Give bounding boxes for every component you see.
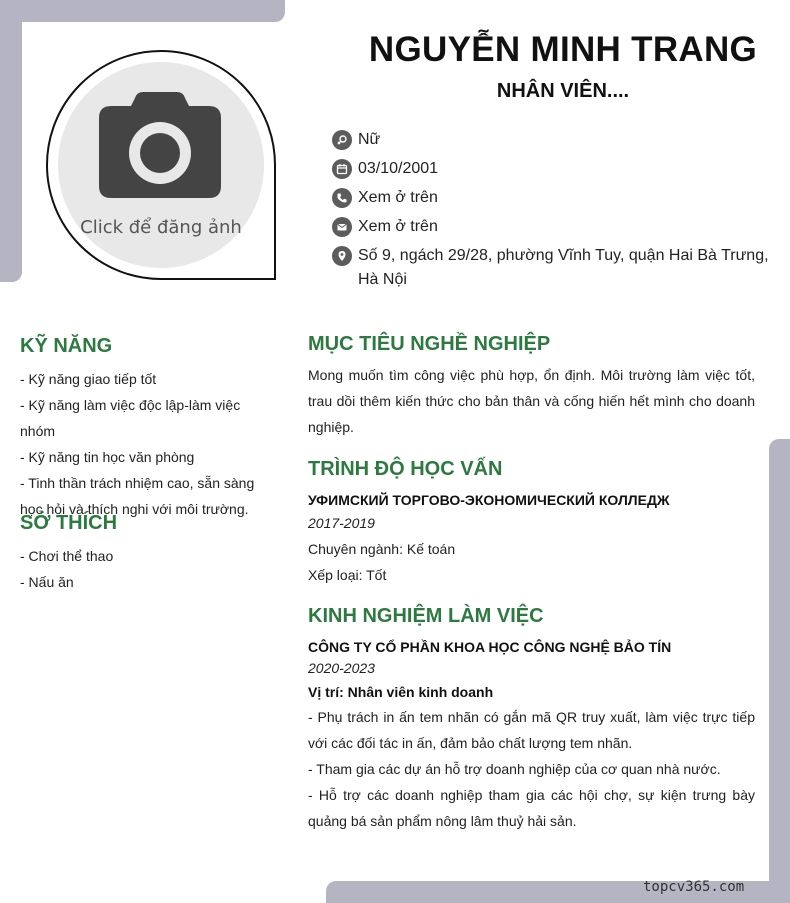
contact-birthdate-text: 03/10/2001: [358, 160, 439, 177]
skill-item: - Kỹ năng tin học văn phòng: [20, 449, 195, 465]
location-icon: [332, 246, 352, 266]
phone-icon: [332, 188, 352, 208]
duty-item: - Tham gia các dự án hỗ trợ doanh nghiệp của cơ quan nhà nước.: [308, 761, 721, 777]
full-name: NGUYỄN MINH TRANG: [368, 30, 758, 69]
duty-item: - Hỗ trợ các doanh nghiệp tham gia các hội chợ, sự kiện trưng bày quảng bá sản phẩm nông lâm thuỷ hải sản.: [308, 787, 755, 829]
contact-address-text: Số 9, ngách 29/28, phường Vĩnh Tuy, quận Hai Bà Trưng, Hà Nội: [358, 247, 769, 288]
decorative-left-bar: [0, 0, 22, 282]
camera-icon: [99, 92, 221, 198]
decorative-top-bar: [0, 0, 285, 22]
experience-block: [308, 637, 755, 834]
skill-item: - Kỹ năng giao tiếp tốt: [20, 371, 157, 387]
education-block: [308, 490, 755, 588]
job-title: NHÂN VIÊN....: [496, 80, 630, 102]
skill-item: - Tinh thần trách nhiệm cao, sẵn sàng học hỏi và thích nghi với môi trường.: [20, 475, 255, 517]
footer-brand: topcv365.com: [643, 879, 745, 895]
hobby-item: - Nấu ăn: [20, 574, 74, 590]
education-heading: TRÌNH ĐỘ HỌC VẤN: [308, 458, 503, 480]
school-name: УФИМСКИЙ ТОРГОВО-ЭКОНОМИЧЕСКИЙ КОЛЛЕДЖ: [308, 492, 670, 508]
duty-item: - Phụ trách in ấn tem nhãn có gắn mã QR truy xuất, làm việc trực tiếp với các đối tác in ấn, đảm bảo chất lượng tem nhãn.: [308, 709, 755, 751]
avatar-upload[interactable]: [58, 62, 264, 268]
objective-heading: MỤC TIÊU NGHỀ NGHIỆP: [308, 333, 551, 355]
contact-birthdate: [332, 157, 772, 181]
skills-list: [20, 366, 278, 522]
company-name: CÔNG TY CỔ PHẦN KHOA HỌC CÔNG NGHỆ BẢO TÍN: [308, 639, 672, 655]
contact-phone: [332, 186, 772, 210]
contact-phone-text: Xem ở trên: [358, 189, 438, 206]
contact-email: [332, 215, 772, 239]
experience-heading: KINH NGHIỆM LÀM VIỆC: [308, 605, 544, 627]
skills-heading: KỸ NĂNG: [20, 335, 113, 357]
hobby-item: - Chơi thể thao: [20, 548, 114, 564]
contact-address: [332, 244, 772, 292]
calendar-icon: [332, 159, 352, 179]
objective-text: Mong muốn tìm công việc phù hợp, ổn định. Môi trường làm việc tốt, trau dồi thêm kiến thức cho bản thân và cống hiến hết mình cho doanh nghiệp.: [308, 367, 755, 435]
contact-list: [332, 128, 772, 297]
contact-email-text: Xem ở trên: [358, 218, 438, 235]
contact-gender: [332, 128, 772, 152]
hobbies-list: [20, 543, 278, 595]
gender-icon: [332, 130, 352, 150]
skill-item: - Kỹ năng làm việc độc lập-làm việc nhóm: [20, 397, 241, 439]
decorative-right-bar: [769, 439, 790, 903]
education-grade: Xếp loại: Tốt: [308, 567, 387, 583]
contact-gender-text: Nữ: [358, 131, 381, 148]
hobbies-heading: SỞ THÍCH: [20, 512, 118, 534]
experience-position: Vị trí: Nhân viên kinh doanh: [308, 684, 494, 700]
avatar-frame: [46, 50, 276, 280]
avatar-upload-label: Click để đăng ảnh: [80, 217, 242, 238]
email-icon: [332, 217, 352, 237]
education-major: Chuyên ngành: Kế toán: [308, 541, 456, 557]
experience-period: 2020-2023: [308, 660, 375, 676]
education-period: 2017-2019: [308, 515, 375, 531]
